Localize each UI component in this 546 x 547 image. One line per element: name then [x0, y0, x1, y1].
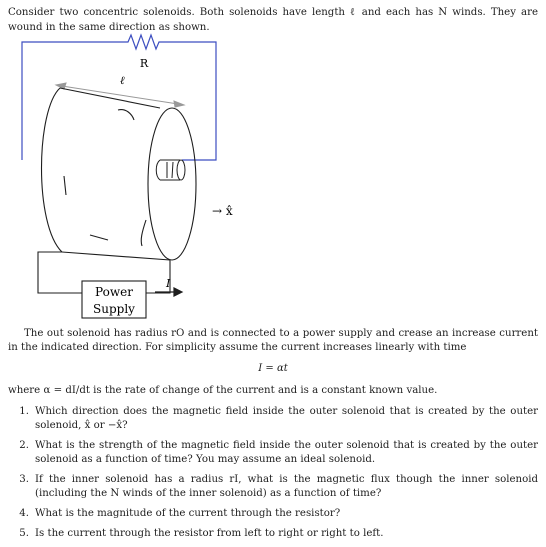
list-item	[8, 405, 538, 433]
setup-paragraph: The out solenoid has radius rO and is connected to a power supply and crease an increase current in the indicated direction. For simplicity assume the current increases linearly with time	[8, 328, 538, 353]
length-label: ℓ	[120, 74, 125, 87]
list-item	[8, 439, 538, 467]
current-label: I	[166, 277, 171, 290]
power-supply-label-line2: Supply	[93, 302, 135, 316]
power-supply-label-line1: Power	[95, 285, 133, 299]
question-number: 5.	[19, 528, 29, 539]
question-text: If the inner solenoid has a radius rI, what is the magnetic flux though the inner solenoid (including the N winds of the inner solenoid) as a function of time?	[35, 474, 538, 499]
resistor-label: R	[139, 57, 149, 70]
resistor-circuit-wire	[22, 35, 216, 160]
question-number: 2.	[19, 440, 29, 451]
current-equation: I = αt	[258, 363, 288, 374]
axis-label: → x̂	[212, 204, 233, 218]
intro-paragraph: Consider two concentric solenoids. Both solenoids have length ℓ and each has N winds. They are wound in the same direction as shown.	[8, 7, 538, 33]
question-text: What is the magnitude of the current through the resistor?	[35, 508, 341, 519]
question-number: 4.	[19, 508, 29, 519]
list-item	[8, 527, 538, 541]
question-number: 1.	[19, 406, 29, 417]
question-text: Is the current through the resistor from left to right or right to left.	[35, 528, 384, 539]
list-item	[8, 507, 538, 521]
list-item	[8, 473, 538, 501]
inner-solenoid	[156, 160, 185, 180]
question-list	[8, 405, 538, 547]
question-text: What is the strength of the magnetic field inside the outer solenoid that is created by the outer solenoid as a function of time? You may assume an ideal solenoid.	[35, 440, 538, 465]
question-number: 3.	[19, 474, 29, 485]
question-text: Which direction does the magnetic field inside the outer solenoid that is created by the outer solenoid, x̂ or −x̂?	[35, 406, 538, 431]
alpha-definition: where α = dI/dt is the rate of change of the current and is a constant known value.	[8, 385, 438, 396]
outer-solenoid	[42, 88, 197, 260]
